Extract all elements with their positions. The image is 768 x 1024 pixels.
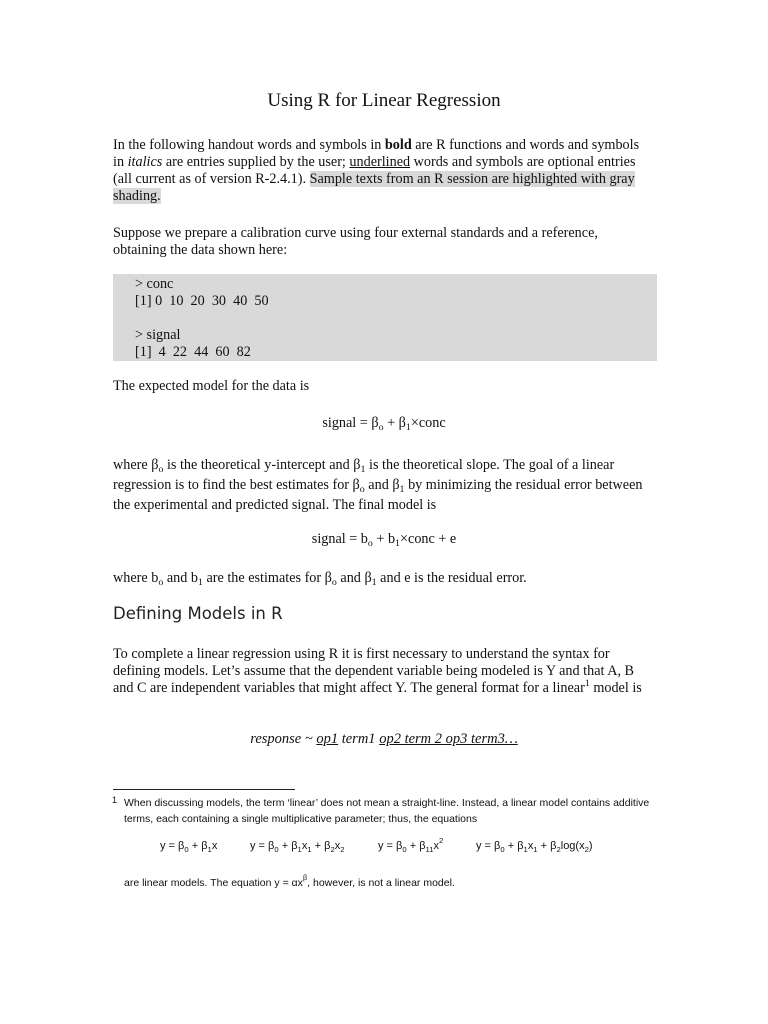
footnote-equation-1: $y = \beta_0 + \beta_1x$ [160,840,218,854]
final-model-equation: signal = $b_o$ + $b_1\times conc + e$ [311,531,457,549]
shaded-sample-text: Sample texts from an R session are highlighted with gray shading. [113,171,635,204]
expected-model-equation: signal = $\beta_o$ + $\beta_1\times conc$ [322,415,446,433]
defining-models-paragraph: To complete a linear regression using R it is first necessary to understand the syntax for defining models. Let’s assume that the dependent variable being modeled is Y and that A, B and C are independent variables that might affect Y. The general format for a linear$^1$ model is [113,646,642,696]
footnote-equation-3: $y = \beta_0 + \beta_{11}x^2$ [378,836,444,854]
bold-word: bold [384,137,412,153]
intro-paragraph: In the following handout words and symbols in bold are R functions and words and symbols in italics are entries supplied by the user; underlined words and symbols are optional entries (all current as of version R-2.4.1). Sample texts from an R session are highlighted with gray shading. [113,137,640,204]
general-model-formula: response ~ op1 term1 op2 term 2 op3 term3… [250,731,518,747]
section-heading: Defining Models in R [113,604,283,623]
code-line-conc-output: [1] 0 10 20 30 40 50 [135,293,269,309]
footnote-marker: 1 [112,795,118,805]
footnote-text: When discussing models, the term ‘linear’ does not mean a straight-line. Instead, a linear model contains additive terms, each containing a single multiplicative parameter; thus, the equations [124,797,650,825]
model-intro-text: The expected model for the data is [113,378,310,394]
code-line-conc: > conc [135,276,174,292]
footnote-closing-text: are linear models. The equation $y = \alpha x^\beta$, however, is not a linear model. [124,873,455,889]
footnote-reference: 1 [584,678,590,689]
code-line-signal: > signal [135,327,181,343]
footnote-equation-4: $y = \beta_0 + \beta_1x_1 + \beta_2\log(x_2)$ [476,840,593,854]
footnote-separator [113,789,295,790]
italics-word: italics [127,154,163,170]
code-line-signal-output: [1] 4 22 44 60 82 [135,344,251,360]
footnote-equation-2: $y = \beta_0 + \beta_1x_1 + \beta_2x_2$ [250,840,345,854]
underlined-word: underlined [349,154,411,170]
page-title: Using R for Linear Regression [267,90,501,111]
slope-intercept-paragraph: where $\beta_o$ is the theoretical y-intercept and $\beta_1$ is the theoretical slope. The goal of a linear regression is to find the best estimates for $\beta_o$ and $\beta_1$ by minimizing the residual error between the experimental and predicted signal. The final model is [113,457,643,513]
calibration-paragraph: Suppose we prepare a calibration curve using four external standards and a reference, obtaining the data shown here: [113,225,598,258]
estimates-paragraph: where $b_o$ and $b_1$ are the estimates for $\beta_o$ and $\beta_1$ and e is the residual error. [113,570,527,588]
